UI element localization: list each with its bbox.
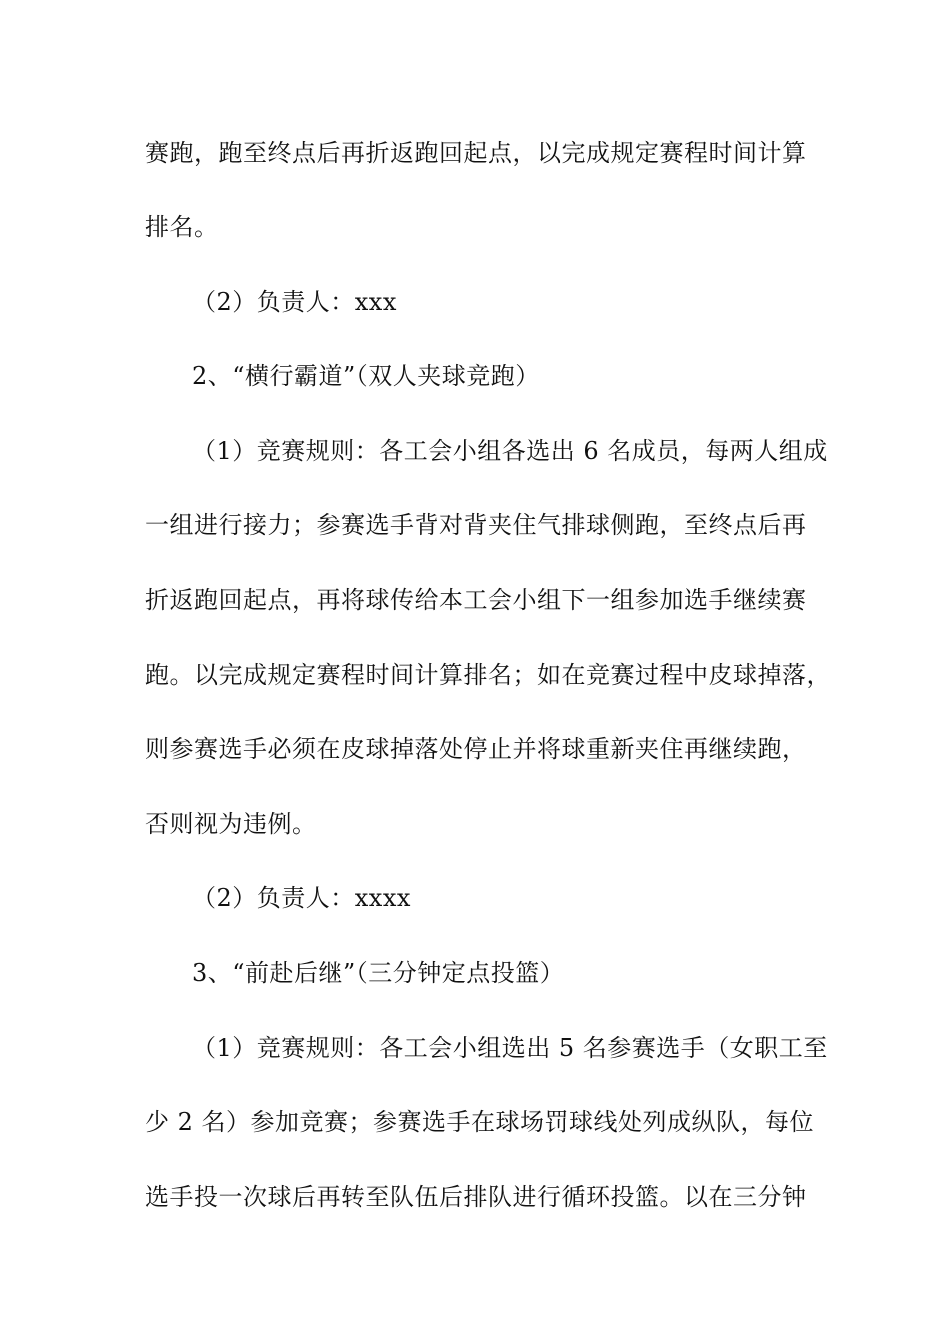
section-heading: 2、“横行霸道”（双人夹球竞跑） [192, 362, 540, 390]
paragraph-line: （1）竞赛规则：各工会小组选出 5 名参赛选手（女职工至 [192, 1034, 828, 1062]
paragraph-line: 赛跑，跑至终点后再折返跑回起点，以完成规定赛程时间计算 [145, 139, 807, 167]
responsible-person-line: （2）负责人：xxx [192, 288, 397, 316]
paragraph-line: 则参赛选手必须在皮球掉落处停止并将球重新夹住再继续跑， [145, 735, 807, 763]
section-heading: 3、“前赴后继”（三分钟定点投篮） [192, 959, 565, 987]
paragraph-line: 否则视为违例。 [145, 810, 317, 838]
responsible-person-line: （2）负责人：xxxx [192, 884, 411, 912]
paragraph-line: 少 2 名）参加竞赛；参赛选手在球场罚球线处列成纵队，每位 [145, 1108, 815, 1136]
paragraph-line: 跑。以完成规定赛程时间计算排名；如在竞赛过程中皮球掉落， [145, 661, 831, 689]
paragraph-line: 排名。 [145, 213, 219, 241]
paragraph-line: 一组进行接力；参赛选手背对背夹住气排球侧跑，至终点后再 [145, 511, 807, 539]
paragraph-line: 选手投一次球后再转至队伍后排队进行循环投篮。以在三分钟 [145, 1183, 807, 1211]
paragraph-line: 折返跑回起点，再将球传给本工会小组下一组参加选手继续赛 [145, 586, 807, 614]
paragraph-line: （1）竞赛规则：各工会小组各选出 6 名成员，每两人组成 [192, 437, 828, 465]
